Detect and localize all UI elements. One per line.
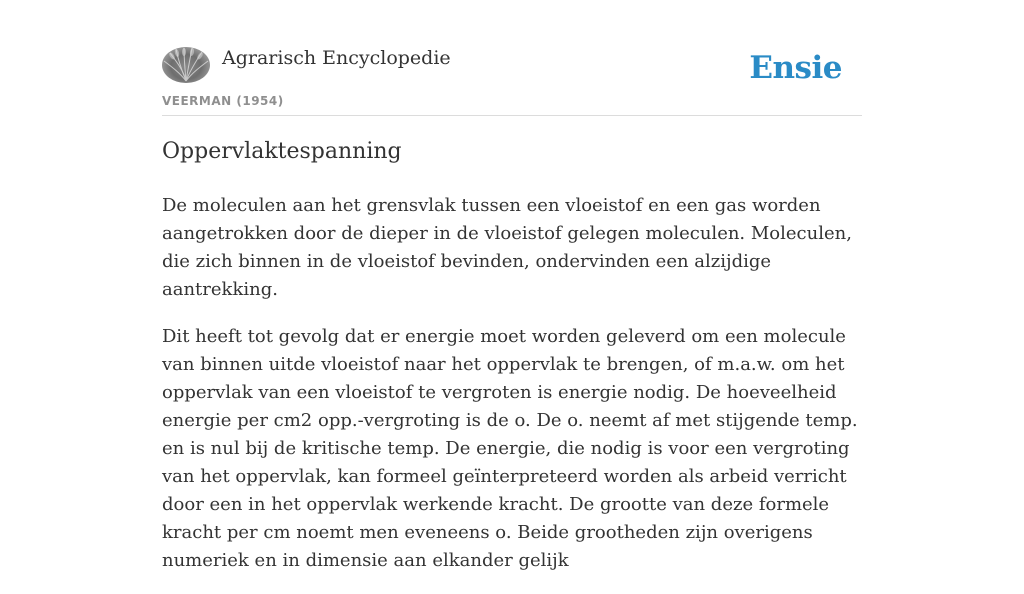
site-name[interactable]: Agrarisch Encyclopedie — [222, 47, 451, 69]
article-title: Oppervlaktespanning — [162, 139, 402, 164]
article-paragraph: Dit heeft tot gevolg dat er energie moet worden geleverd om een molecule van binnen uitde vloeistof naar het oppervlak te brengen, of m.a.w. om het oppervlak van een vloeistof te vergroten is energie nodig. De hoeveelheid energie per cm2 opp.-vergroting is de o. De o. neemt af met stijgende temp. en is nul bij de kritische temp. De energie, die nodig is voor een vergroting van het oppervlak, kan formeel geïnterpreteerd worden als arbeid verricht door een in het oppervlak werkende kracht. De grootte van deze formele kracht per cm noemt men eveneens o. Beide grootheden zijn overigens numeriek en in dimensie aan elkander gelijk — [162, 326, 858, 571]
page-header — [162, 44, 862, 116]
author-label: VEERMAN (1954) — [162, 94, 284, 108]
ensie-brand-logo[interactable]: Ensie — [749, 50, 842, 86]
article-content — [162, 192, 864, 594]
wheat-logo-icon[interactable] — [162, 47, 210, 83]
article-paragraph: De moleculen aan het grensvlak tussen een vloeistof en een gas worden aangetrokken door de dieper in de vloeistof gelegen moleculen. Moleculen, die zich binnen in de vloeistof bevinden, ondervinden een alzijdige aantrekking. — [162, 195, 852, 300]
